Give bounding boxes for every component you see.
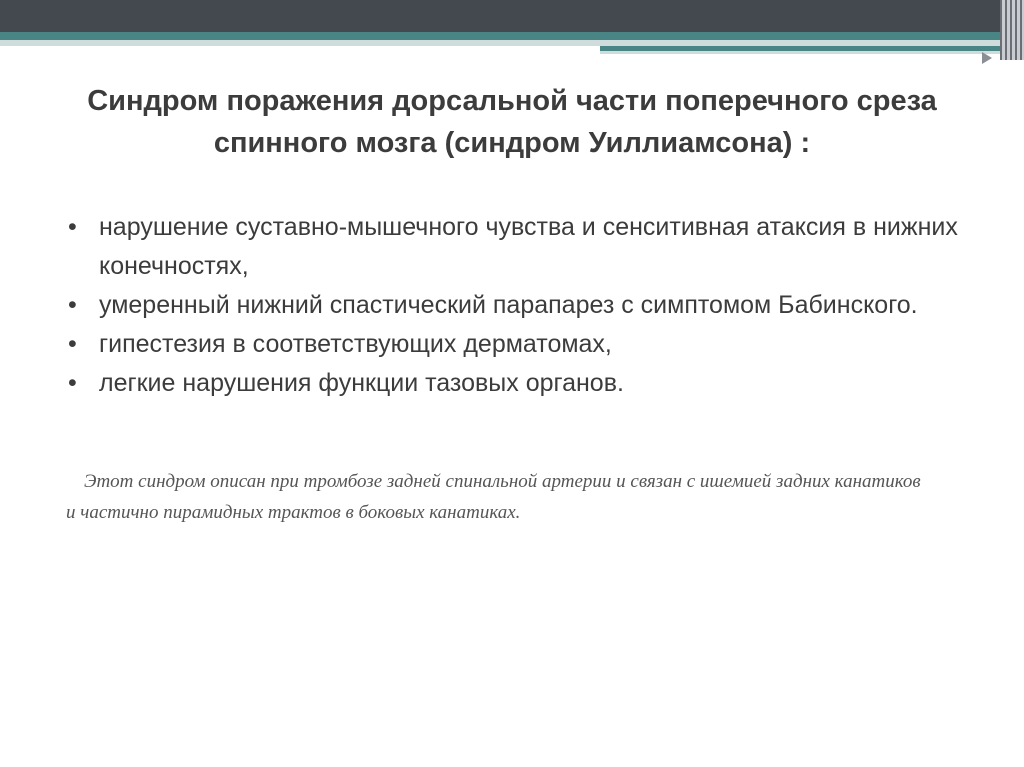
footnote-text: Этот синдром описан при тромбозе задней спинальной артерии и связан с ишемией задних канатиков и частично пирамидных трактов в боковых канатиках. — [66, 471, 921, 523]
bullet-marker: • — [68, 213, 77, 241]
bullet-text: гипестезия в соответствующих дерматомах, — [99, 330, 612, 358]
bullet-item — [66, 286, 976, 325]
header-band-dark — [0, 0, 1024, 32]
bullet-item — [66, 208, 976, 286]
bullet-marker: • — [68, 330, 77, 358]
corner-arrow-icon — [982, 52, 992, 64]
corner-stripes-decoration — [1000, 0, 1024, 60]
header-band-teal — [0, 32, 1000, 40]
bullet-text: нарушение суставно-мышечного чувства и сенситивная атаксия в нижних конечностях, — [99, 213, 958, 280]
bullet-marker: • — [68, 369, 77, 397]
bullet-item — [66, 364, 976, 403]
bullet-marker: • — [68, 291, 77, 319]
bullet-text: легкие нарушения функции тазовых органов. — [99, 369, 624, 397]
bullet-list — [66, 208, 976, 403]
header-band-light-accent — [600, 51, 1000, 54]
bullet-text: умеренный нижний спастический парапарез с симптомом Бабинского. — [99, 291, 918, 319]
slide-title: Синдром поражения дорсальной части поперечного среза спинного мозга (синдром Уиллиамсона) : — [87, 85, 937, 159]
bullet-item — [66, 325, 976, 364]
